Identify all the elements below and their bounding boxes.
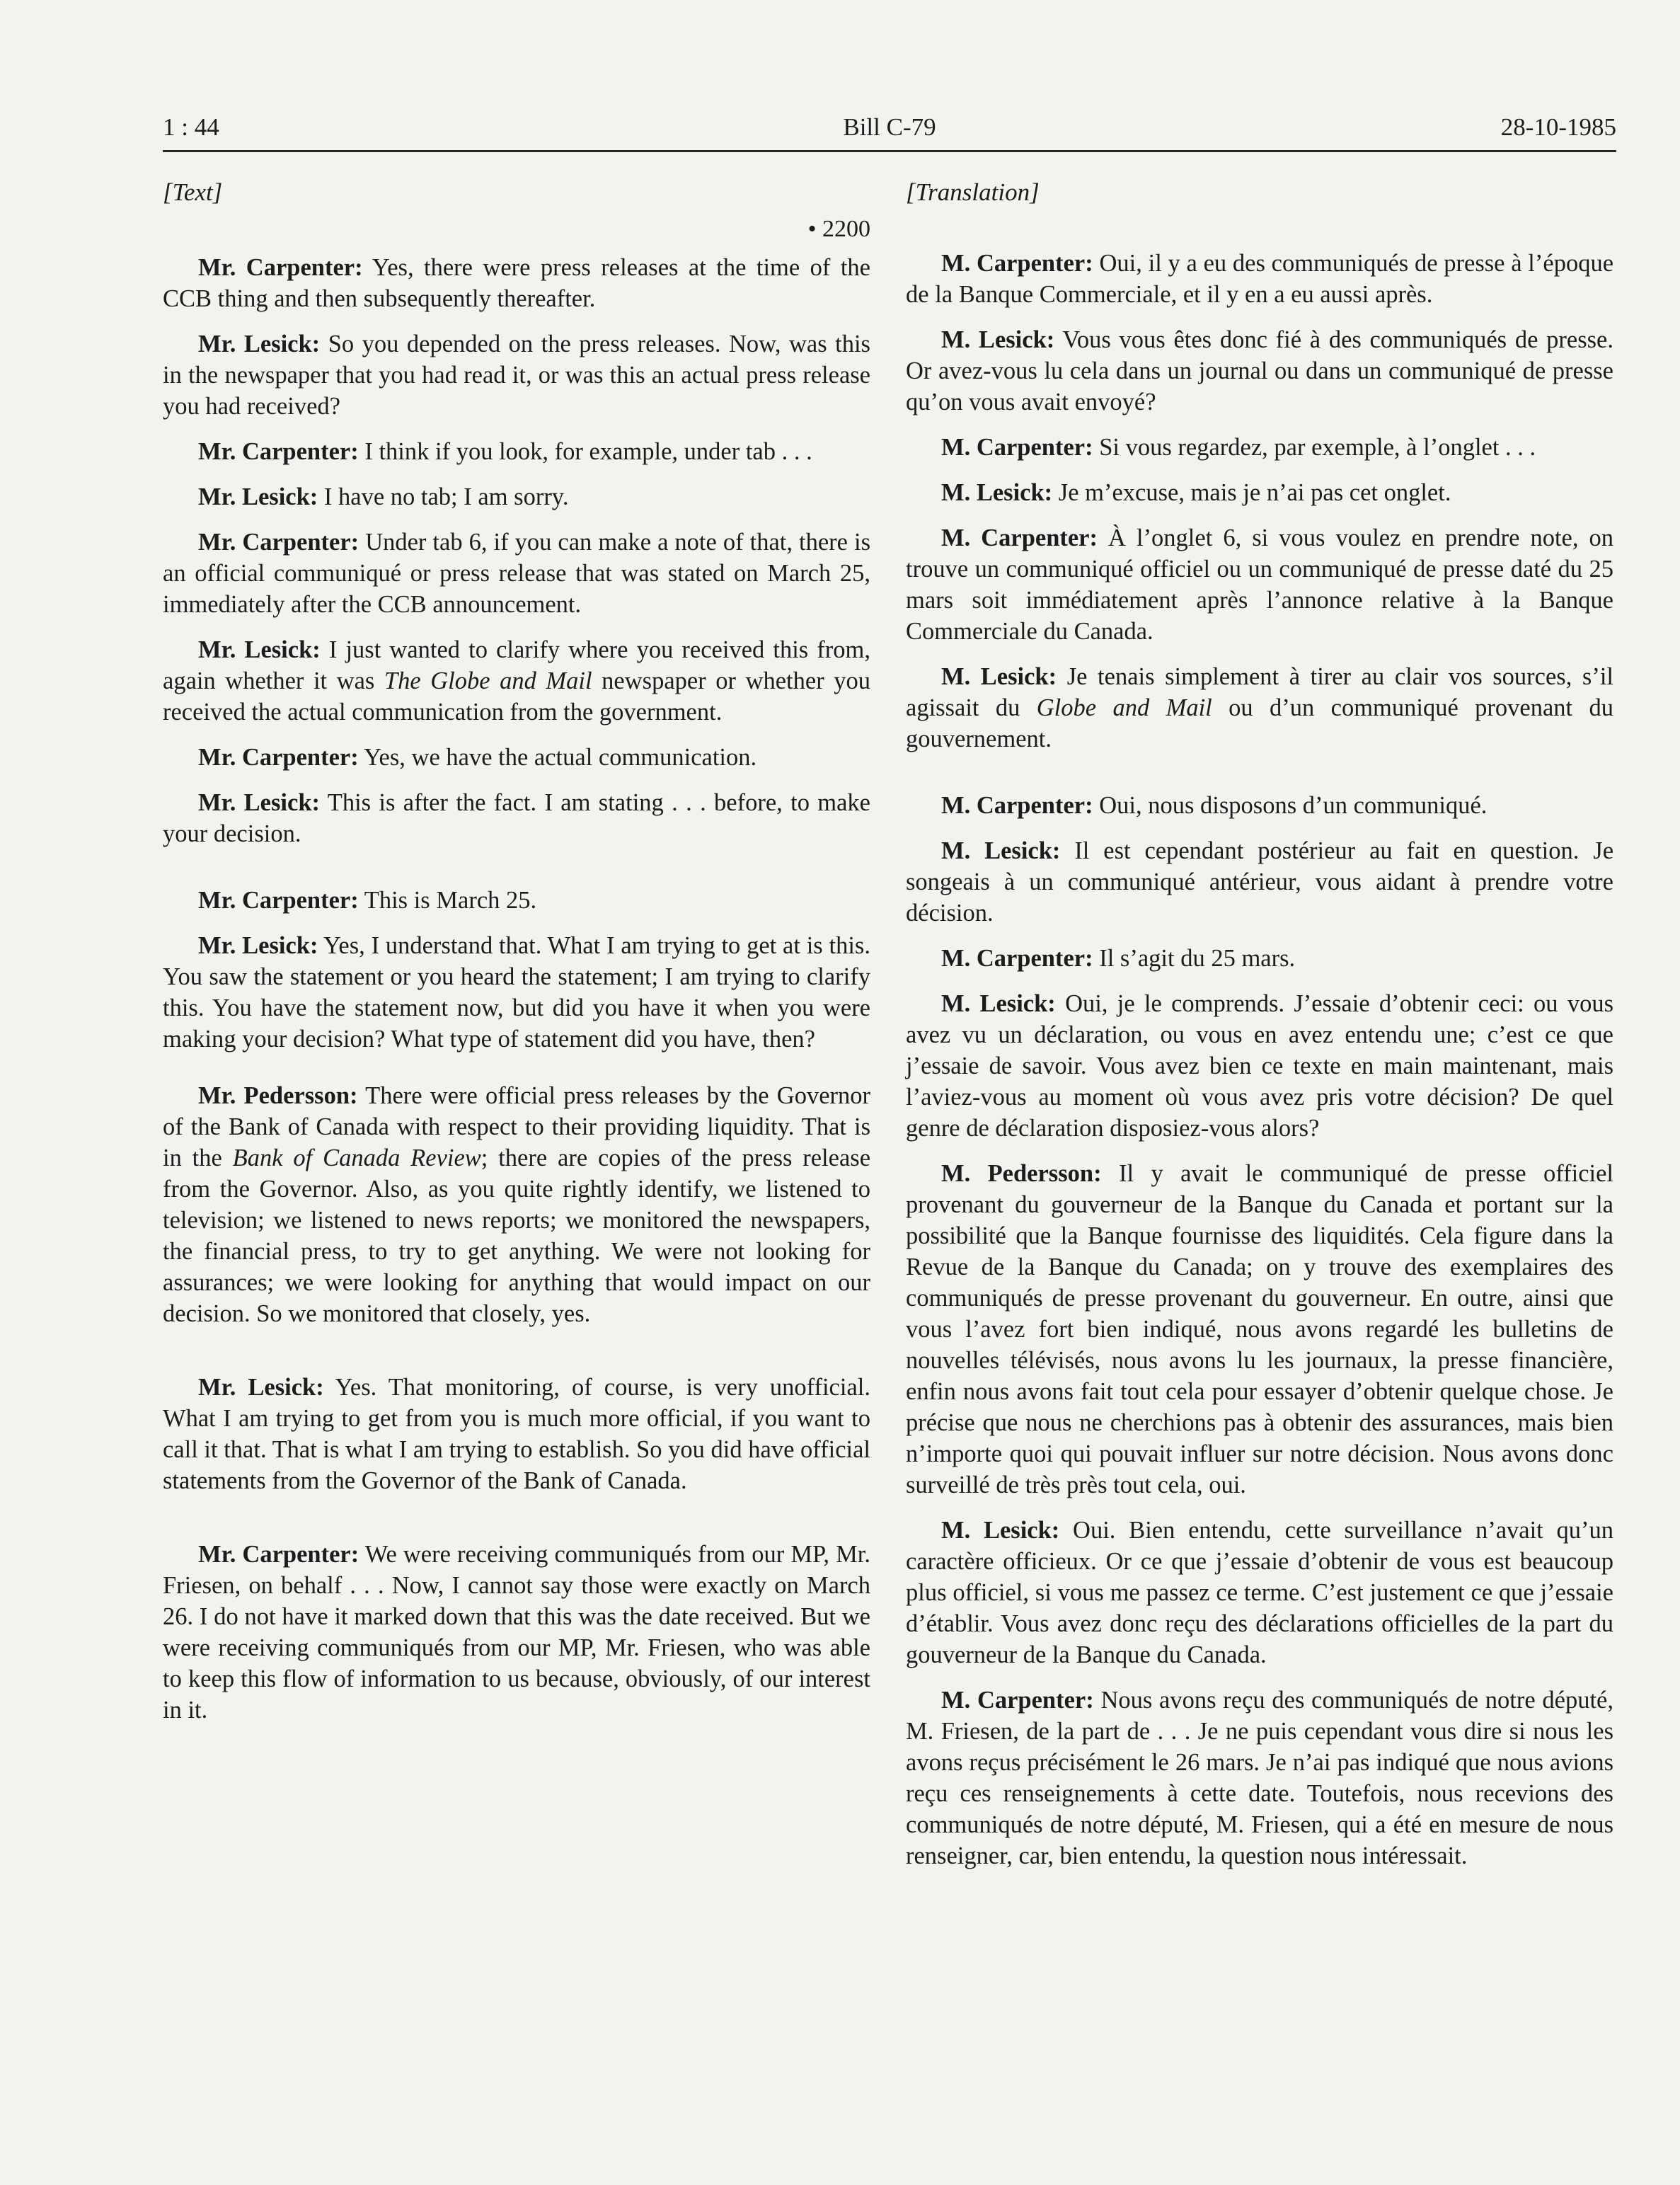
speech-text: Oui, je le comprends. J’essaie d’obtenir ceci: ou vous avez vu un déclaration, ou vous en avez entendu une; c’est ce que j’essaie de savoir. Vous avez bien ce texte en main maintenant, mais l’aviez-vous au moment où vous avez pris votre décision? De quel genre de déclaration disposiez-vous alors? [906, 990, 1613, 1142]
speaker-name: Mr. Carpenter: [198, 254, 363, 281]
speech-entry [163, 252, 870, 314]
speaker-name: Mr. Pedersson: [198, 1082, 358, 1109]
speech-text: So you depended on the press releases. Now, was this in the newspaper that you had read it, or was this an actual press release you had received? [163, 331, 870, 420]
speech-entry [906, 248, 1613, 310]
speaker-name: Mr. Carpenter: [198, 744, 359, 771]
speech-entry [906, 522, 1613, 647]
speech-text: Vous vous êtes donc fié à des communiqués de presse. Or avez-vous lu cela dans un journal ou dans un communiqué de presse qu’on vous avait envoyé? [906, 326, 1613, 415]
speech-text: Si vous regardez, par exemple, à l’onglet . . . [1099, 434, 1536, 461]
publication-title: The Globe and Mail [384, 667, 592, 694]
speaker-name: M. Lesick: [941, 1517, 1060, 1544]
speaker-name: Mr. Carpenter: [198, 438, 359, 465]
speech-text: This is March 25. [364, 887, 537, 914]
page-number: 1 : 44 [163, 113, 219, 141]
speech-entry [906, 1158, 1613, 1501]
speech-text: I just wanted to clarify where you received this from, again whether it was [163, 636, 870, 694]
header-date: 28-10-1985 [1500, 113, 1616, 141]
speech-text: There were official press releases by the Governor of the Bank of Canada with respect to their providing liquidity. That is in the [163, 1082, 870, 1171]
speaker-name: M. Lesick: [941, 326, 1055, 353]
publication-title: Bank of Canada Review [232, 1145, 481, 1171]
speaker-name: Mr. Carpenter: [198, 887, 359, 914]
speech-text: Yes, I understand that. What I am trying to get at is this. You saw the statement or you heard the statement; I am trying to clarify this. You have the statement now, but did you have it when you were making your decision? What type of statement did you have, then? [163, 932, 870, 1053]
speaker-name: Mr. Lesick: [198, 483, 318, 510]
french-column [906, 177, 1613, 1886]
speaker-name: M. Lesick: [941, 990, 1056, 1017]
speaker-name: Mr. Lesick: [198, 1374, 324, 1401]
speech-entry [906, 988, 1613, 1144]
speech-text: Yes, there were press releases at the time of the CCB thing and then subsequently thereafter. [163, 254, 870, 312]
speaker-name: M. Carpenter: [941, 524, 1098, 551]
speaker-name: Mr. Lesick: [198, 636, 321, 663]
speech-entry [163, 328, 870, 422]
speech-text: Yes. That monitoring, of course, is very unofficial. What I am trying to get from you is much more official, if you want to call it that. That is what I am trying to establish. So you did have official statements from the Governor of the Bank of Canada. [163, 1374, 870, 1494]
speech-text: À l’onglet 6, si vous voulez en prendre note, on trouve un communiqué officiel ou un communiqué de presse daté du 25 mars soit immédiatement après l’annonce relative à la Banque Commerciale du Canada. [906, 524, 1613, 645]
speech-text: Je m’excuse, mais je n’ai pas cet onglet. [1058, 479, 1451, 506]
english-column [163, 177, 870, 1740]
speech-text: ou d’un communiqué provenant du gouvernement. [906, 694, 1614, 752]
speech-text: Il y avait le communiqué de presse officiel provenant du gouverneur de la Banque du Canada et portant sur la possibilité que la Banque fournisse des liquidités. Cela figure dans la Revue de la Banque du Canada; on y trouve des exemplaires des communiqués de presse provenant du gouverneur. En outre, ainsi que vous l’avez fort bien indiqué, nous avons regardé les bulletins de nouvelles télévisés, nous avons lu les journaux, la presse financière, enfin nous avons fait tout cela pour essayer d’obtenir quelque chose. Je précise que nous ne cherchions pas à obtenir des assurances, mais bien n’importe quoi qui pouvait influer sur notre décision. Nous avons donc surveillé de très près tout cela, oui. [906, 1160, 1613, 1498]
speech-entry [163, 1372, 870, 1496]
speaker-name: Mr. Lesick: [198, 789, 321, 816]
speech-text: Nous avons reçu des communiqués de notre député, M. Friesen, de la part de . . . Je ne puis cependant vous dire si nous les avons reçus précisément le 26 mars. Je n’ai pas indiqué que nous avions reçu ces renseignements à cette date. Toutefois, nous recevions des communiqués de notre député, M. Friesen, qui a été en mesure de nous renseigner, car, bien entendu, la question nous intéressait. [906, 1687, 1613, 1869]
document-title: Bill C-79 [843, 113, 936, 141]
spacer [163, 864, 870, 885]
speech-entry [163, 930, 870, 1055]
header-rule [163, 150, 1616, 152]
speech-text: This is after the fact. I am stating . . . before, to make your decision. [163, 789, 870, 847]
speaker-name: Mr. Carpenter: [198, 1541, 359, 1568]
speech-entry [163, 787, 870, 849]
speaker-name: M. Carpenter: [941, 434, 1093, 461]
speech-text: Yes, we have the actual communication. [364, 744, 757, 771]
speech-entry [163, 436, 870, 467]
speaker-name: M. Lesick: [941, 663, 1057, 690]
speech-entry [163, 481, 870, 512]
speech-text: Oui. Bien entendu, cette surveillance n’avait qu’un caractère officieux. Or ce que j’essaie d’obtenir de vous est beaucoup plus officiel, si vous me passez ce terme. C’est justement ce que j’essaie d’établir. Vous avez donc reçu des déclarations officielles de la part du gouverneur de la Banque du Canada. [906, 1517, 1614, 1668]
english-column-label: [Text] [163, 178, 223, 206]
speech-text: Oui, il y a eu des communiqués de presse à l’époque de la Banque Commerciale, et il y en a eu aussi après. [906, 250, 1614, 308]
spacer [163, 1343, 870, 1372]
speaker-name: M. Carpenter: [941, 250, 1093, 277]
speech-entry [163, 1080, 870, 1329]
speech-entry [906, 432, 1613, 463]
spacer [906, 769, 1613, 790]
speaker-name: M. Lesick: [941, 479, 1053, 506]
speech-entry [906, 790, 1613, 821]
speech-entry [163, 742, 870, 773]
speech-text: Il est cependant postérieur au fait en question. Je songeais à un communiqué antérieur, vous aidant à prendre votre décision. [906, 837, 1614, 927]
spacer [163, 1069, 870, 1080]
speech-entry [163, 527, 870, 620]
speech-entry [906, 943, 1613, 974]
speech-entry [163, 634, 870, 728]
french-column-label: [Translation] [906, 178, 1040, 206]
speech-entry [906, 1685, 1613, 1871]
speaker-name: Mr. Lesick: [198, 932, 318, 959]
publication-title: Globe and Mail [1036, 694, 1212, 721]
speech-entry [906, 1515, 1613, 1670]
speech-text: Under tab 6, if you can make a note of that, there is an official communiqué or press release that was stated on March 25, immediately after the CCB announcement. [163, 529, 871, 618]
speech-text: Oui, nous disposons d’un communiqué. [1099, 792, 1488, 819]
speaker-name: M. Carpenter: [941, 1687, 1094, 1714]
speaker-name: M. Carpenter: [941, 792, 1093, 819]
speech-text: We were receiving communiqués from our MP, Mr. Friesen, on behalf . . . Now, I cannot say those were exactly on March 26. I do not have it marked down that this was the date received. But we were receiving communiqués from our MP, Mr. Friesen, who was able to keep this flow of information to us because, obviously, of our interest in it. [163, 1541, 870, 1724]
speech-text: ; there are copies of the press release from the Governor. Also, as you quite rightly identify, we listened to television; we listened to news reports; we monitored the newspapers, the financial press, to try to get anything. We were not looking for assurances; we were looking for anything that would impact on our decision. So we monitored that closely, yes. [163, 1145, 871, 1327]
speech-text: newspaper or whether you received the actual communication from the government. [163, 667, 870, 726]
speaker-name: M. Carpenter: [941, 945, 1093, 972]
spacer [163, 1510, 870, 1539]
speech-text: Je tenais simplement à tirer au clair vos sources, s’il agissait du [906, 663, 1613, 721]
speech-entry [163, 885, 870, 916]
spacer [906, 214, 1613, 248]
speech-entry [163, 1539, 870, 1726]
speech-text: I think if you look, for example, under tab . . . [364, 438, 812, 465]
time-marker: • 2200 [807, 216, 870, 242]
speech-entry [906, 661, 1613, 755]
speech-entry [906, 477, 1613, 508]
speech-entry [906, 835, 1613, 929]
speaker-name: M. Pedersson: [941, 1160, 1102, 1187]
speech-text: Il s’agit du 25 mars. [1099, 945, 1296, 972]
speaker-name: Mr. Carpenter: [198, 529, 359, 556]
speech-entry [906, 324, 1613, 418]
page-header [163, 106, 1616, 149]
speaker-name: M. Lesick: [941, 837, 1061, 864]
speaker-name: Mr. Lesick: [198, 331, 321, 357]
speech-text: I have no tab; I am sorry. [323, 483, 569, 510]
